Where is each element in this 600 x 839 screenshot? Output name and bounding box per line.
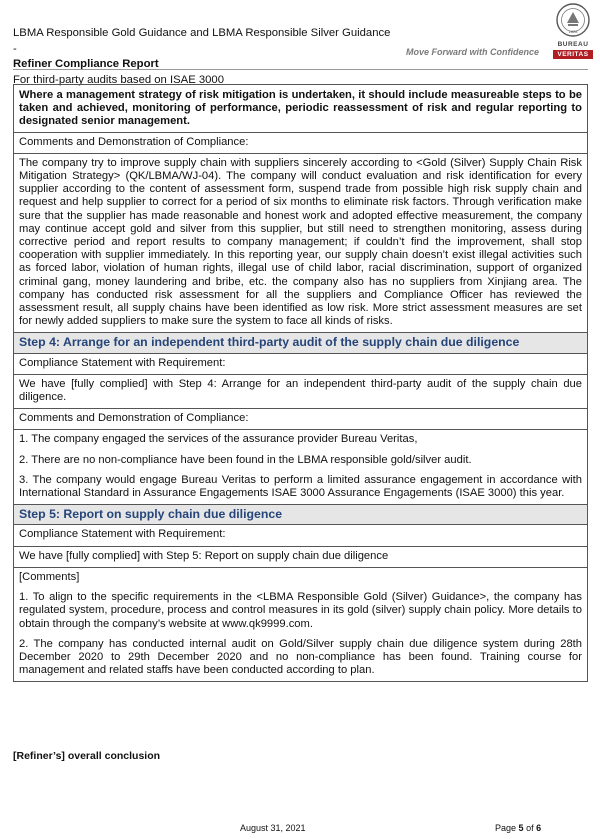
list-item: 2. There are no non-compliance have been found in the LBMA responsible gold/silver audit.: [19, 453, 472, 466]
step4-comments-label: Comments and Demonstration of Compliance:: [13, 408, 588, 429]
list-item: 1. The company engaged the services of the assurance provider Bureau Veritas,: [19, 433, 418, 446]
logo-tagline: Move Forward with Confidence: [406, 47, 540, 57]
step5-heading: Step 5: Report on supply chain due diligence: [13, 504, 588, 524]
step5-comments-label: [Comments]: [19, 570, 80, 583]
page-total: 6: [536, 823, 542, 833]
logo-word: BUREAU: [557, 41, 589, 48]
list-item: 2. The company has conducted internal audit on Gold/Silver supply chain due diligence system during 28th December 2020 to 29th December 2020 and no non-compliance has been found. Training course for management and related staffs have been conducted according to plan.: [19, 637, 582, 677]
step5-items: [13, 567, 588, 682]
header-line-2: Refiner Compliance Report: [13, 58, 159, 70]
page-current: 5: [518, 823, 524, 833]
compliance-table: [13, 84, 588, 682]
comments-text: The company try to improve supply chain with suppliers sincerely according to <Gold (Silver) Supply Chain Risk Mitigation Strategy> (QK/LBMA/WJ-04). The company will conduct evaluation and risk identification for every supplier according to the content of assessment form, suspend trade from possible high risk supply chain and request and help supplier to correct for a period of six months to eliminate risk factors. Through verification make sure that the supplier has made reasonable and honest work and adopted effective measurement, the company may continue accept gold and silver from this supplier, but still need to strengthen monitoring, assess during corrective period and report results to company management; if couldn’t find the improvement, shall stop cooperation with supplier immediately. In this reporting year, our supply chain doesn’t exist illegal activities such as forced labor, violation of human rights, illegal use of child labor, racial discrimination, support of organized criminal gang, money laundering and bribe, etc. the company also has no suppliers from Xinjiang area. The company has conducted risk assessment for all the suppliers and Compliance Officer has reviewed the assessment result, all supply chains have been identified as low risk. More strict assessment measures are set for newly added suppliers to make sure the system to face all kinds of risks.: [19, 156, 582, 328]
step5-statement-text: We have [fully complied] with Step 5: Report on supply chain due diligence: [13, 546, 588, 567]
overall-conclusion-heading: [Refiner’s] overall conclusion: [13, 750, 161, 762]
comments-label-row: Comments and Demonstration of Compliance:: [13, 132, 588, 153]
step4-items: [13, 429, 588, 504]
bureau-veritas-logo: [404, 0, 600, 64]
seal-icon: [556, 3, 590, 37]
report-header: [13, 26, 393, 88]
step5-statement-label: Compliance Statement with Requirement:: [13, 524, 588, 545]
footer-date: August 31, 2021: [240, 823, 306, 833]
list-item: 1. To align to the specific requirements in the <LBMA Responsible Gold (Silver) Guidance>, the company has regulated system, procedure, process and control measures in its gold (silver) supply chain policy. More details to obtain through the company’s website at www.qk9999.com.: [19, 591, 582, 630]
header-line-1: LBMA Responsible Gold Guidance and LBMA Responsible Silver Guidance -: [13, 27, 391, 55]
footer-page-number: [495, 823, 541, 833]
requirement-row: Where a management strategy of risk mitigation is undertaken, it should include measureable steps to be taken and achieved, monitoring of performance, periodic reassessment of risk and regular reporting to designated senior management.: [13, 84, 588, 132]
logo-bar: VERITAS: [553, 50, 593, 59]
page-of: of: [526, 823, 534, 833]
list-item: 3. The company would engage Bureau Veritas to perform a limited assurance engagement in accordance with International Standard in Assurance Engagements ISAE 3000 Assurance Engagements (ISAE 3000) this year.: [19, 473, 582, 500]
header-divider: [13, 69, 588, 70]
step4-heading: Step 4: Arrange for an independent third-party audit of the supply chain due diligence: [13, 332, 588, 352]
step4-statement-text: We have [fully complied] with Step 4: Arrange for an independent third-party audit of the supply chain due diligence.: [13, 374, 588, 408]
page-prefix: Page: [495, 823, 517, 833]
seal-year: 1828: [568, 29, 578, 34]
header-line-3: For third-party audits based on ISAE 3000: [13, 73, 224, 86]
comments-text-row: [13, 153, 588, 333]
step4-statement-label: Compliance Statement with Requirement:: [13, 353, 588, 374]
